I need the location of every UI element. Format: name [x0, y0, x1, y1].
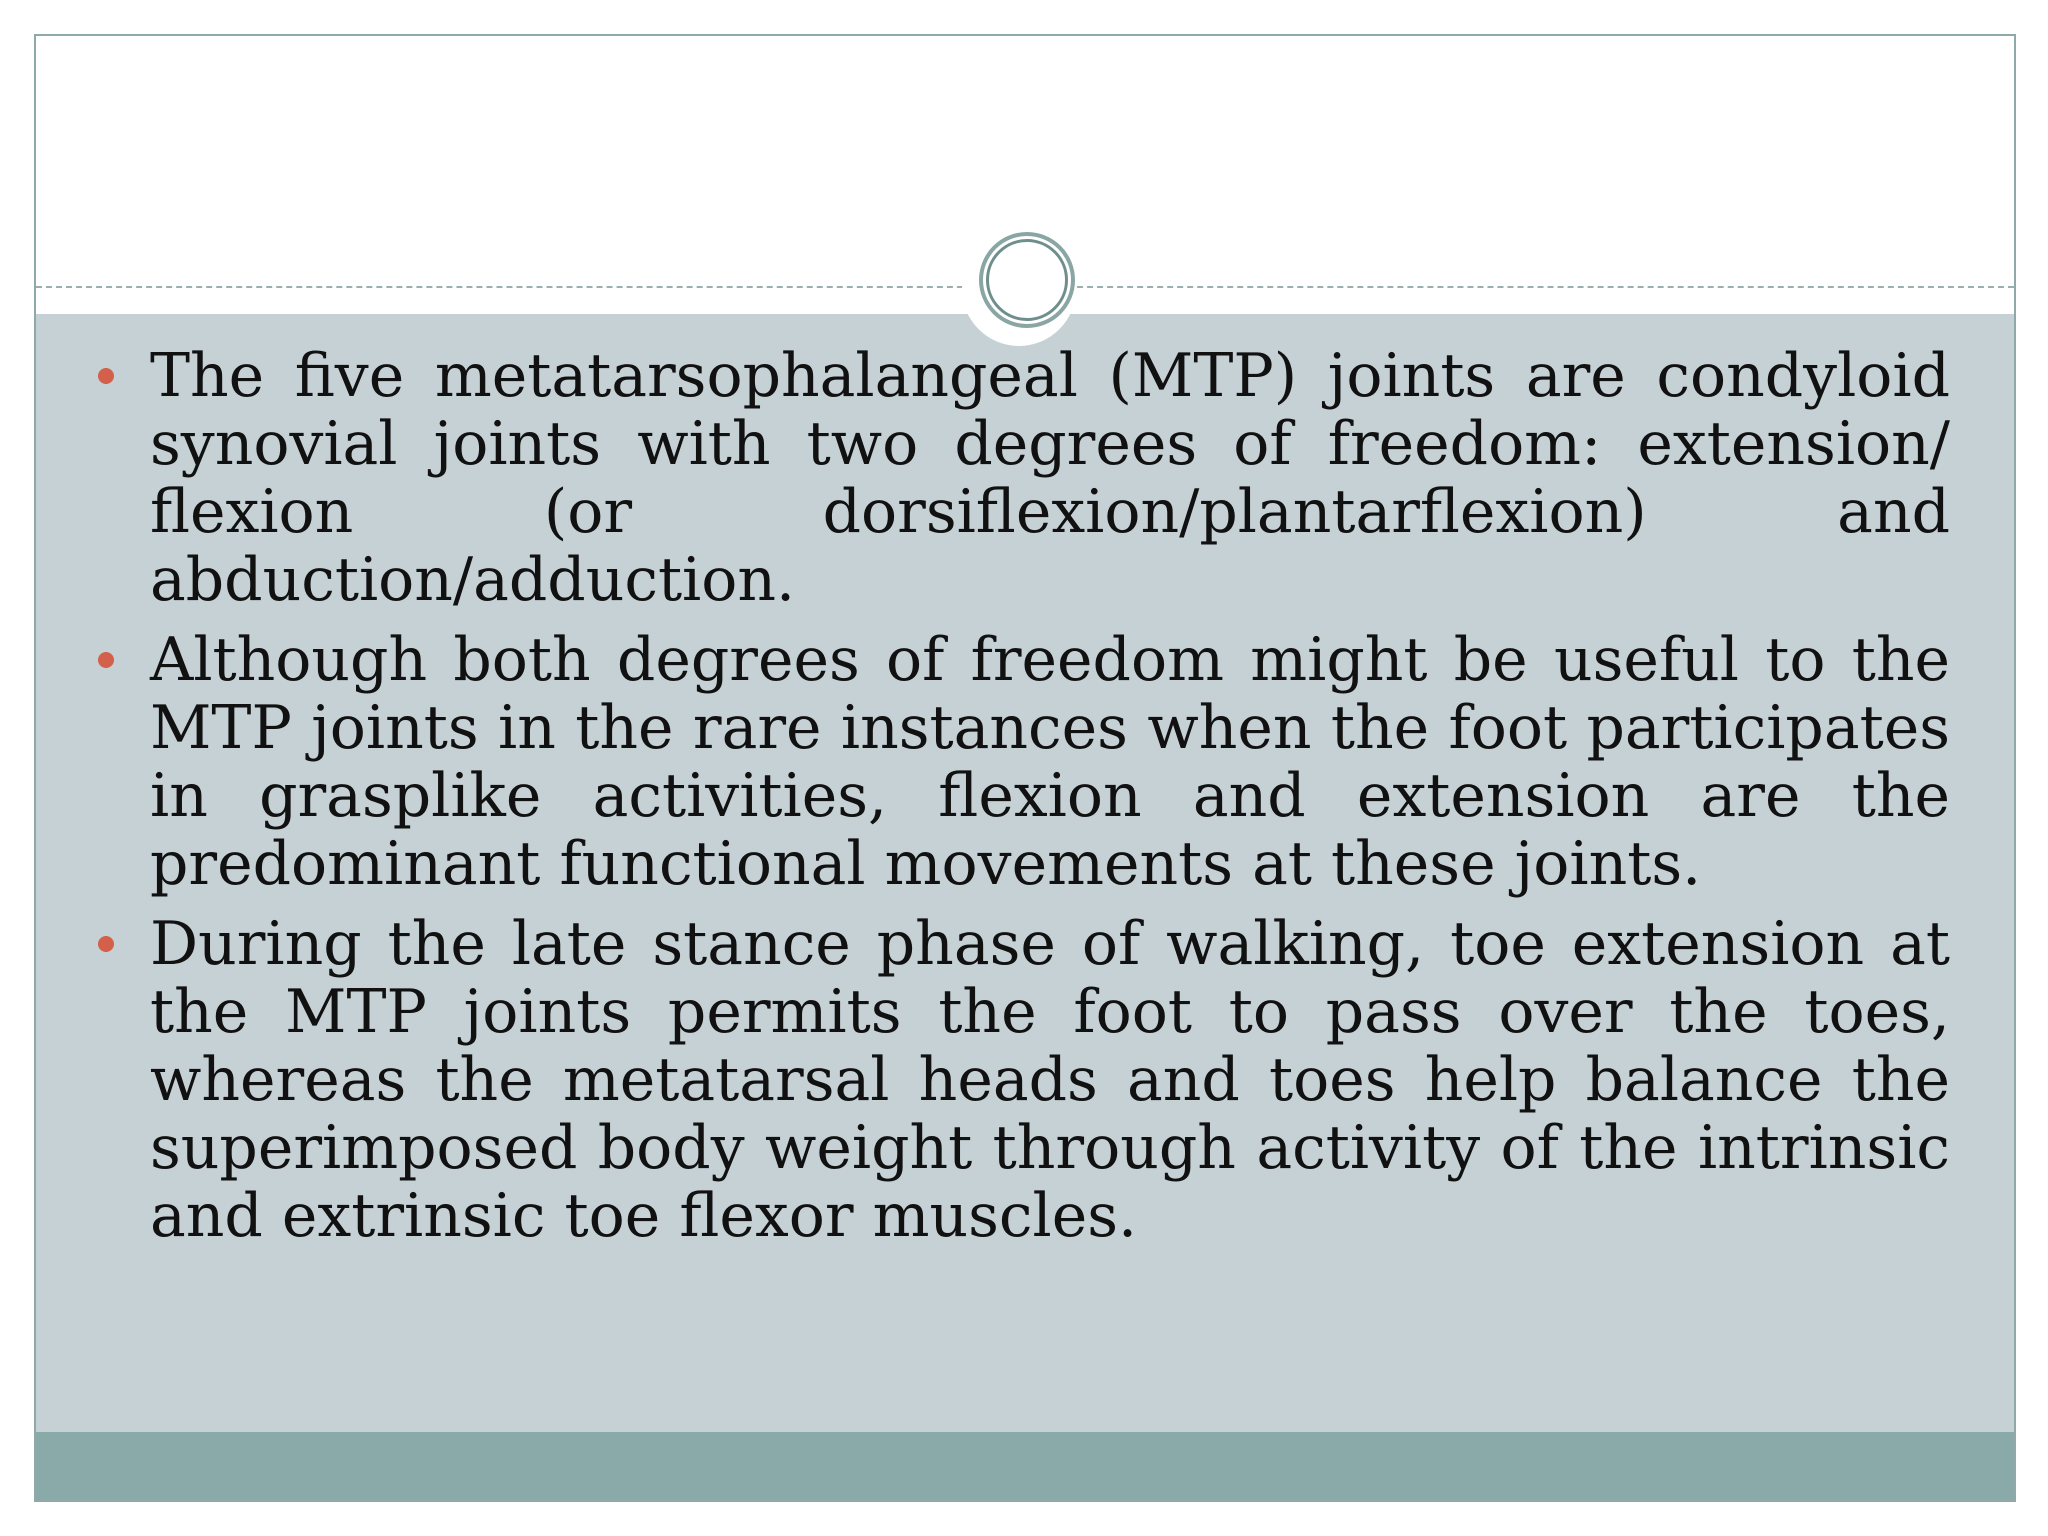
bullet-dot-icon	[98, 652, 114, 668]
bullet-text: The five metatarsophalangeal (MTP) joints are condyloid synovial joints with two degrees of freedom: extension/ flexion (or dorsiflexion/plantarflexion) and abduction/adduction.	[150, 341, 1950, 615]
bullet-item	[150, 626, 1950, 898]
bullet-list	[150, 342, 1950, 1262]
footer-band	[36, 1432, 2014, 1502]
bullet-item	[150, 910, 1950, 1250]
circle-ornament-inner-icon	[986, 239, 1068, 321]
bullet-dot-icon	[98, 368, 114, 384]
bullet-text: During the late stance phase of walking, toe extension at the MTP joints permits the foot to pass over the toes, whereas the metatarsal heads and toes help balance the superimposed body weight through activity of the intrinsic and extrinsic toe flexor muscles.	[150, 909, 1950, 1251]
bullet-dot-icon	[98, 936, 114, 952]
bullet-text: Although both degrees of freedom might be useful to the MTP joints in the rare instances when the foot participates in grasplike activities, flexion and extension are the predominant functional movements at these joints.	[150, 625, 1950, 899]
bullet-item	[150, 342, 1950, 614]
